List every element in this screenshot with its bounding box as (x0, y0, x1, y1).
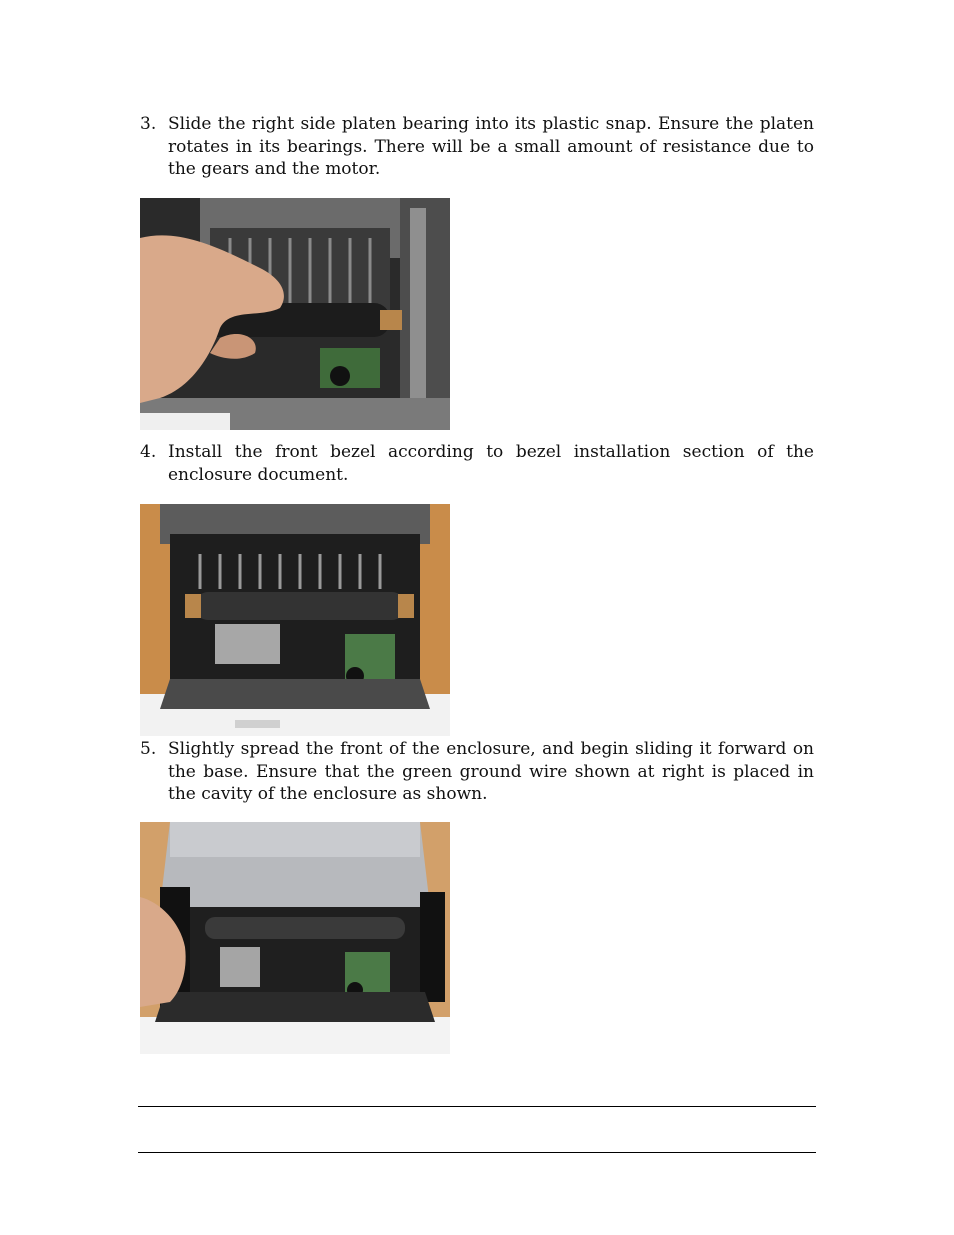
step-number: 4. (140, 442, 157, 462)
step-number: 3. (140, 114, 157, 134)
step-4 (140, 441, 814, 486)
step-3 (140, 113, 814, 181)
step-5 (140, 738, 814, 806)
step-number: 5. (140, 739, 157, 759)
step-text: Slightly spread the front of the enclosure, and begin sliding it forward on the base. Ensure that the green ground wire shown at right is placed in the cavity of the enclosure as shown. (168, 739, 814, 804)
photo-front-bezel (140, 504, 450, 736)
photo-platen-bearing (140, 198, 450, 430)
footer-rule-top (138, 1106, 816, 1107)
step-text: Slide the right side platen bearing into its plastic snap. Ensure the platen rotates in its bearings. There will be a small amount of resistance due to the gears and the motor. (168, 114, 814, 179)
step-text: Install the front bezel according to bezel installation section of the enclosure document. (168, 442, 814, 485)
photo-enclosure-slide (140, 822, 450, 1054)
footer-rule-bottom (138, 1152, 816, 1153)
